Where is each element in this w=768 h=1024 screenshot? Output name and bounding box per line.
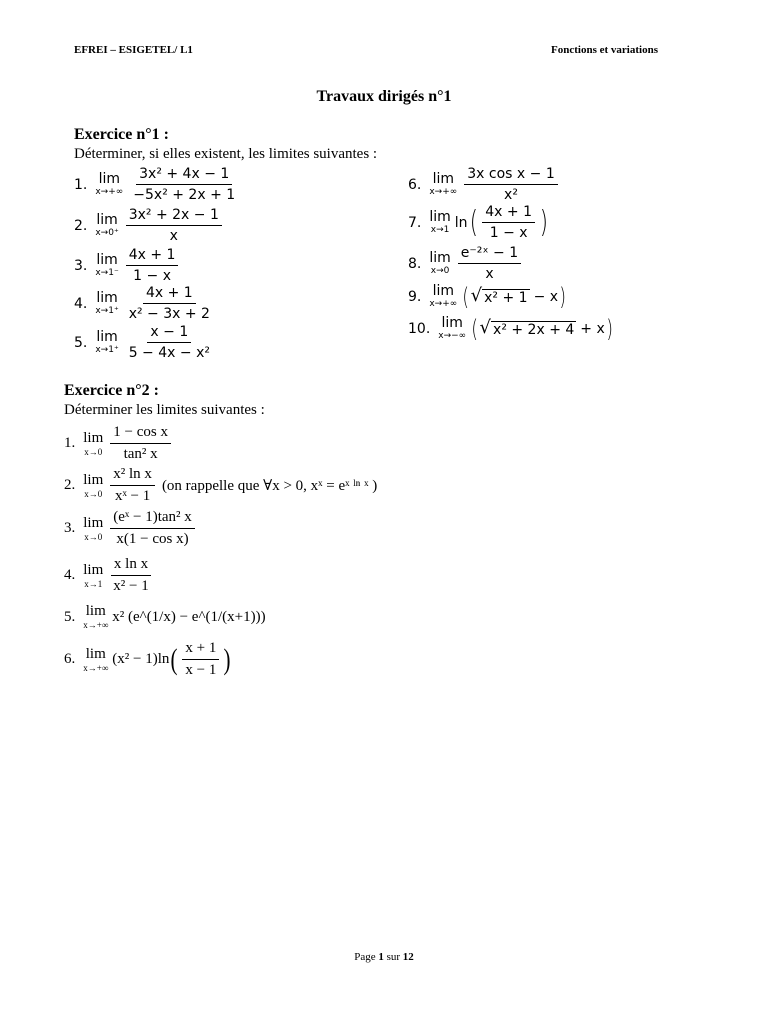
exercise-1-title: Exercice n°1 : xyxy=(74,126,169,143)
lim-word: lim xyxy=(83,561,104,578)
lim-word: lim xyxy=(85,603,106,619)
lim-word: lim xyxy=(83,514,104,531)
exercise-2-title: Exercice n°2 : xyxy=(64,382,159,399)
ex2-item-4 xyxy=(64,556,155,596)
left-paren: ( xyxy=(471,314,479,343)
prefix-expression: (x² − 1)ln xyxy=(112,651,170,668)
exercise-2-instruction: Déterminer les limites suivantes : xyxy=(64,402,265,418)
lim-subscript: x→0 xyxy=(84,531,103,542)
item-number: 3. xyxy=(74,257,88,274)
reminder-note: (on rappelle que ∀x > 0, xˣ = eˣ ˡⁿ ˣ ) xyxy=(161,478,378,495)
page-title: Travaux dirigés n°1 xyxy=(316,88,452,105)
item-number: 3. xyxy=(64,520,76,537)
denominator: x² − 3x + 2 xyxy=(128,306,210,323)
lim-subscript: x→0 xyxy=(84,446,103,457)
expression: x² (e^(1/x) − e^(1/(x+1))) xyxy=(112,608,266,625)
denominator: 1 − x xyxy=(489,225,528,242)
footer-page-number: 1 xyxy=(378,951,384,963)
denominator: xˣ − 1 xyxy=(114,488,151,505)
lim-subscript: x→+∞ xyxy=(83,620,109,630)
denominator: 5 − 4x − x² xyxy=(128,345,210,362)
item-number: 2. xyxy=(64,477,76,494)
right-paren: ) xyxy=(223,642,231,676)
lim-subscript: x→+∞ xyxy=(83,662,109,673)
square-root xyxy=(471,287,530,306)
denominator: x xyxy=(169,228,178,245)
right-paren: ) xyxy=(539,204,548,240)
item-number: 1. xyxy=(74,176,88,193)
numerator: x² ln x xyxy=(110,466,155,486)
header-left: EFREI – ESIGETEL/ L1 xyxy=(74,44,193,56)
ex1-item-3 xyxy=(74,247,181,284)
denominator: x² − 1 xyxy=(113,578,149,595)
left-paren: ( xyxy=(462,282,470,311)
ex2-item-6 xyxy=(64,640,232,680)
radical-sign-icon: √ xyxy=(479,317,492,338)
footer-mid: sur xyxy=(386,951,401,963)
lim-word: lim xyxy=(96,212,118,229)
footer-prefix: Page xyxy=(354,951,376,963)
item-number: 6. xyxy=(64,651,76,668)
lim-word: lim xyxy=(83,471,104,488)
lim-subscript: x→1 xyxy=(84,578,103,589)
ex1-item-4 xyxy=(74,285,216,322)
item-number: 7. xyxy=(408,214,422,231)
denominator: x² xyxy=(504,187,518,204)
item-number: 8. xyxy=(408,255,422,272)
item-number: 6. xyxy=(408,176,422,193)
numerator: (eˣ − 1)tan² x xyxy=(110,509,195,529)
denominator: 1 − x xyxy=(133,268,171,285)
ex1-item-5 xyxy=(74,324,216,361)
lim-word: lim xyxy=(96,290,118,307)
radicand: x² + 2x + 4 xyxy=(493,322,575,338)
ex1-item-10 xyxy=(408,316,614,341)
numerator: 1 − cos x xyxy=(110,424,171,444)
lim-word: lim xyxy=(96,252,118,269)
lim-subscript: x→0 xyxy=(430,266,450,277)
lim-word: lim xyxy=(96,329,118,346)
numerator: 3x² + 2x − 1 xyxy=(126,207,222,226)
item-number: 4. xyxy=(74,295,88,312)
ex1-item-9 xyxy=(408,284,567,309)
item-number: 5. xyxy=(74,334,88,351)
lim-subscript: x→−∞ xyxy=(438,331,467,341)
numerator: x + 1 xyxy=(182,640,219,660)
ln-function: ln xyxy=(454,214,468,231)
lim-subscript: x→1⁺ xyxy=(95,306,119,317)
numerator: e⁻²ˣ − 1 xyxy=(458,245,521,264)
numerator: x ln x xyxy=(111,556,151,576)
lim-word: lim xyxy=(429,209,451,226)
tail-term: − x xyxy=(533,288,559,305)
ex1-item-8 xyxy=(408,245,524,282)
item-number: 9. xyxy=(408,288,422,305)
numerator: 4x + 1 xyxy=(143,285,196,304)
right-paren: ) xyxy=(606,314,613,343)
lim-word: lim xyxy=(441,315,463,331)
lim-subscript: x→+∞ xyxy=(429,299,458,309)
lim-word: lim xyxy=(85,645,106,662)
square-root xyxy=(480,319,577,338)
item-number: 10. xyxy=(408,320,431,337)
ex1-item-2 xyxy=(74,207,225,244)
lim-word: lim xyxy=(83,429,104,446)
numerator: x − 1 xyxy=(147,324,191,343)
denominator: x − 1 xyxy=(185,662,217,679)
denominator: x xyxy=(485,266,494,283)
ex2-item-3 xyxy=(64,509,198,549)
ex2-item-2 xyxy=(64,466,377,506)
lim-subscript: x→1 xyxy=(430,225,450,236)
lim-word: lim xyxy=(98,171,121,188)
numerator: 3x² + 4x − 1 xyxy=(136,166,232,185)
numerator: 4x + 1 xyxy=(126,247,179,266)
lim-subscript: x→+∞ xyxy=(95,187,124,198)
lim-subscript: x→0 xyxy=(84,488,103,499)
lim-subscript: x→1⁺ xyxy=(95,345,119,356)
denominator: −5x² + 2x + 1 xyxy=(133,187,236,204)
tail-term: + x xyxy=(580,320,605,337)
ex1-item-7 xyxy=(408,204,550,241)
lim-subscript: x→0⁺ xyxy=(95,228,119,239)
left-paren: ( xyxy=(170,642,178,676)
lim-word: lim xyxy=(432,171,455,188)
item-number: 4. xyxy=(64,567,76,584)
ex2-item-5 xyxy=(64,604,266,630)
lim-word: lim xyxy=(432,283,455,299)
right-paren: ) xyxy=(559,282,566,311)
ex2-item-1 xyxy=(64,424,174,464)
item-number: 1. xyxy=(64,435,76,452)
numerator: 3x cos x − 1 xyxy=(464,166,557,185)
footer-total-pages: 12 xyxy=(402,951,414,963)
lim-subscript: x→+∞ xyxy=(429,187,458,198)
exercise-1-instruction: Déterminer, si elles existent, les limites suivantes : xyxy=(74,146,378,162)
denominator: tan² x xyxy=(123,446,158,463)
numerator: 4x + 1 xyxy=(482,204,535,223)
item-number: 5. xyxy=(64,608,76,625)
radicand: x² + 1 xyxy=(484,290,528,306)
header-right: Fonctions et variations xyxy=(551,44,658,56)
denominator: x(1 − cos x) xyxy=(116,531,189,548)
ex1-item-1 xyxy=(74,166,241,203)
ex1-item-6 xyxy=(408,166,561,203)
lim-subscript: x→1⁻ xyxy=(95,268,119,279)
radical-sign-icon: √ xyxy=(470,285,483,306)
page-footer xyxy=(0,951,768,963)
lim-word: lim xyxy=(429,250,451,267)
item-number: 2. xyxy=(74,217,88,234)
left-paren: ( xyxy=(469,204,478,240)
